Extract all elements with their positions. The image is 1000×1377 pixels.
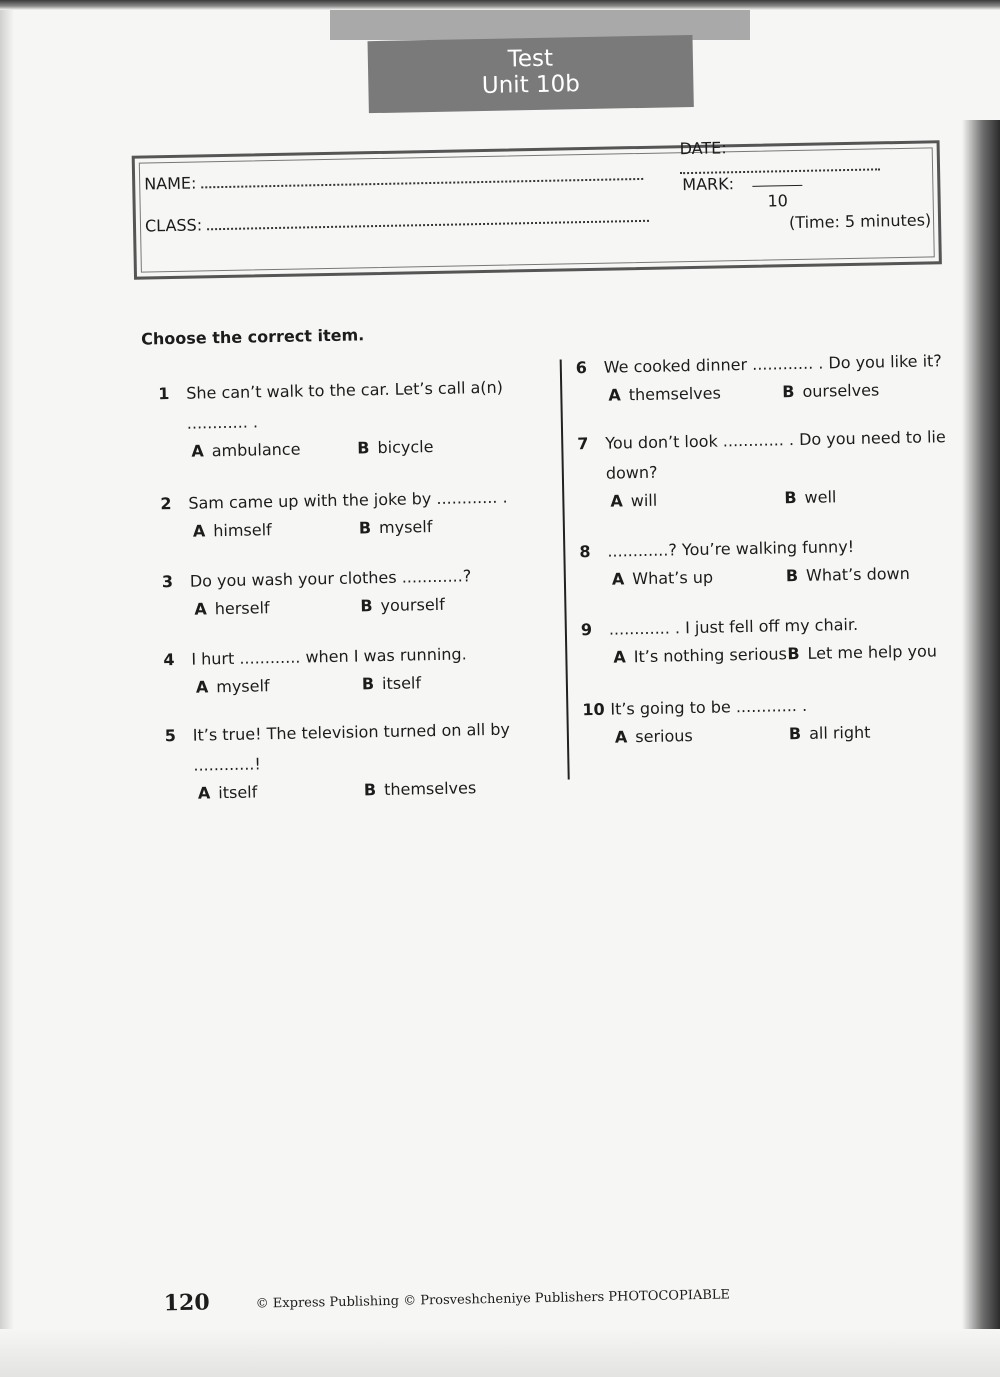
question-text: Do you wash your clothes ............?	[189, 566, 472, 591]
question-text: You don’t look ............ . Do you need to lie	[605, 427, 946, 453]
option-b[interactable]: B Let me help you	[787, 641, 938, 664]
name-dotted-line[interactable]	[201, 164, 643, 188]
copyright-line: © Express Publishing © Prosveshcheniye Publishers PHOTOCOPIABLE	[255, 1287, 731, 1312]
question-text: I hurt ............ when I was running.	[191, 644, 467, 669]
name-field[interactable]	[144, 164, 644, 194]
date-field[interactable]	[679, 134, 932, 178]
question-number: 9	[580, 619, 593, 640]
option-a[interactable]: A It’s nothing serious	[613, 644, 788, 667]
question-text: ............ . I just fell off my chair.	[608, 614, 859, 639]
question-text-continued: ............ .	[186, 412, 259, 433]
name-label: NAME:	[144, 173, 197, 194]
question-text-continued: ............!	[193, 754, 262, 775]
class-field[interactable]	[145, 206, 649, 236]
question-text-continued: down?	[605, 462, 658, 483]
question-number: 1	[158, 384, 170, 404]
question-text: She can’t walk to the car. Let’s call a(n)	[186, 377, 504, 403]
option-a[interactable]: A itself	[197, 782, 258, 803]
option-a[interactable]: A ambulance	[191, 439, 301, 461]
title-line-2: Unit 10b	[481, 71, 581, 100]
title-banner	[368, 35, 694, 113]
option-b[interactable]: B yourself	[360, 594, 445, 616]
instruction-heading: Choose the correct item.	[141, 325, 365, 349]
question-text: We cooked dinner ............ . Do you like it?	[603, 351, 942, 377]
option-b[interactable]: B themselves	[363, 778, 477, 800]
mark-fraction-line	[752, 185, 802, 187]
info-box-inner-border	[139, 138, 935, 272]
option-a[interactable]: A What’s up	[611, 567, 714, 589]
class-dotted-line[interactable]	[207, 206, 649, 230]
question-number: 5	[164, 725, 177, 746]
question-text: It’s true! The television turned on all by	[192, 719, 511, 745]
time-note: (Time: 5 minutes)	[788, 210, 932, 233]
option-a[interactable]: A themselves	[608, 383, 722, 405]
option-b[interactable]: B bicycle	[357, 437, 434, 458]
option-b[interactable]: B ourselves	[782, 380, 880, 402]
question-number: 2	[160, 494, 172, 514]
mark-field	[682, 174, 734, 194]
page-bottom-edge	[0, 1329, 1000, 1377]
option-a[interactable]: A serious	[614, 726, 693, 747]
mark-fraction	[752, 185, 802, 211]
date-label: DATE:	[679, 138, 727, 159]
question-number: 3	[161, 572, 174, 592]
option-b[interactable]: B well	[784, 487, 837, 508]
question-number: 7	[577, 434, 589, 454]
class-label: CLASS:	[144, 215, 203, 236]
title-line-1: Test	[507, 45, 554, 73]
question-text: Sam came up with the joke by ............ .	[188, 487, 508, 513]
option-a[interactable]: A myself	[195, 676, 270, 697]
column-divider	[560, 360, 570, 780]
option-b[interactable]: B What’s down	[785, 563, 910, 586]
student-info-box	[132, 140, 942, 279]
mark-total: 10	[767, 191, 789, 211]
option-a[interactable]: A herself	[194, 598, 270, 619]
question-number: 10	[582, 699, 605, 720]
question-text: ............? You’re walking funny!	[607, 536, 855, 561]
question-number: 4	[163, 650, 175, 670]
date-dotted-line[interactable]	[680, 154, 880, 174]
question-number: 6	[575, 358, 588, 378]
page-right-edge	[962, 120, 1000, 1377]
page-number: 120	[163, 1289, 210, 1317]
page-footer	[163, 1287, 731, 1317]
option-b[interactable]: B all right	[788, 722, 871, 744]
option-b[interactable]: B itself	[361, 673, 422, 694]
question-number: 8	[579, 542, 591, 562]
option-a[interactable]: A will	[610, 490, 658, 511]
option-a[interactable]: A himself	[192, 520, 272, 541]
mark-label: MARK:	[682, 174, 735, 195]
question-text: It’s going to be ............ .	[610, 695, 808, 719]
option-b[interactable]: B myself	[358, 517, 433, 538]
